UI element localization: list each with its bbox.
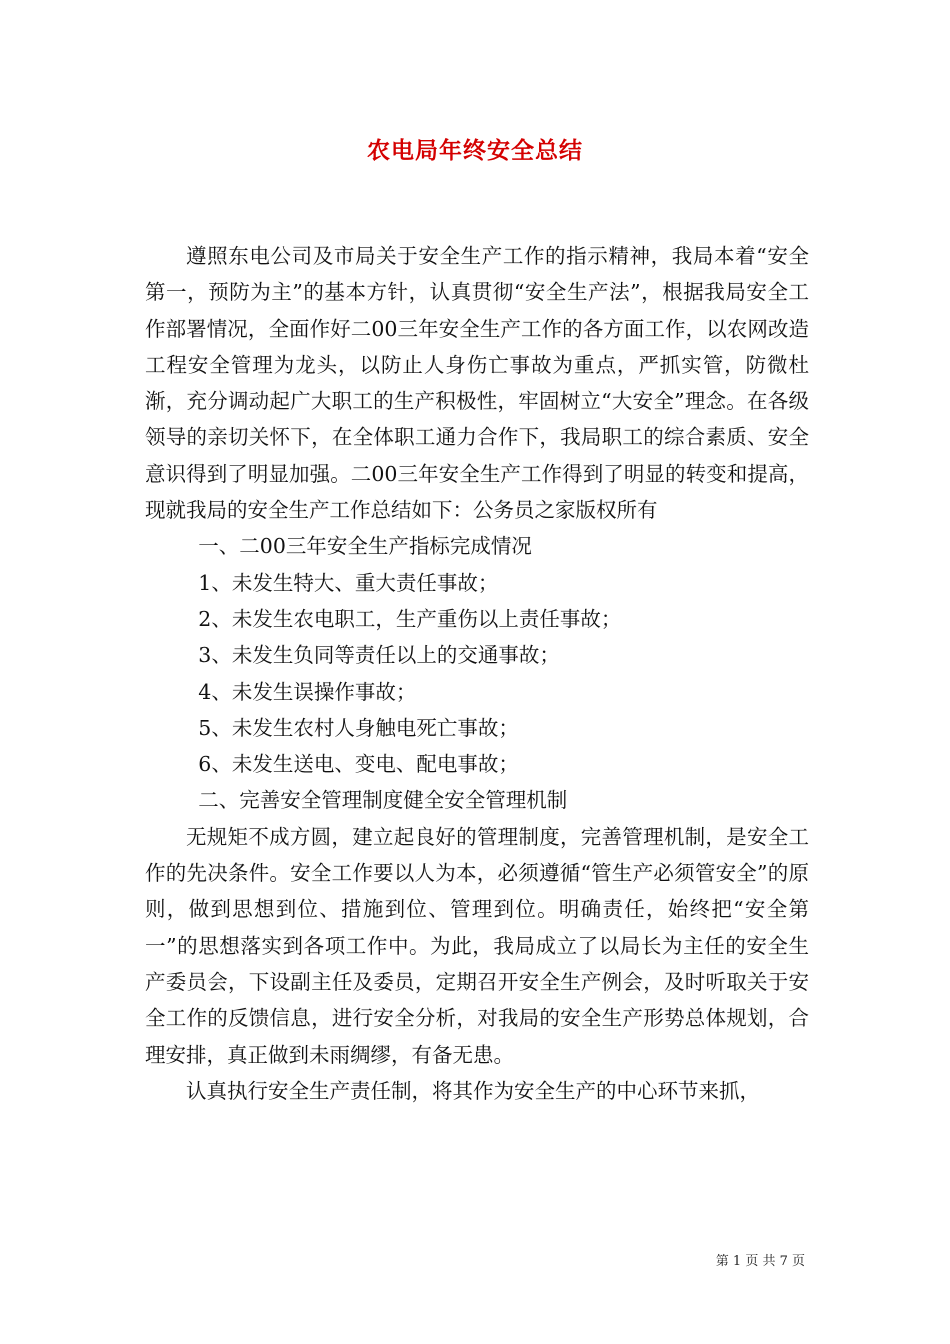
list-item: 3、未发生负同等责任以上的交通事故； <box>198 643 560 668</box>
list-item: 6、未发生送电、变电、配电事故； <box>198 752 519 777</box>
section-heading-1: 一、二00三年安全生产指标完成情况 <box>198 534 532 559</box>
list-item: 4、未发生误操作事故； <box>198 679 417 704</box>
list-item: 1、未发生特大、重大责任事故； <box>198 570 499 595</box>
document-title: 农电局年终安全总结 <box>367 137 583 164</box>
document-body <box>145 238 809 1109</box>
list-item: 5、未发生农村人身触电死亡事故； <box>198 715 519 740</box>
body-paragraph: 无规矩不成方圆，建立起良好的管理制度，完善管理机制，是安全工作的先决条件。安全工作要以人为本，必须遵循“管生产必须管安全”的原则，做到思想到位、措施到位、管理到位。明确责任，始终把“安全第一”的思想落实到各项工作中。为此，我局成立了以局长为主任的安全生产委员会，下设副主任及委员，定期召开安全生产例会，及时听取关于安全工作的反馈信息，进行安全分析，对我局的安全生产形势总体规划，合理安排，真正做到未雨绸缪，有备无患。 <box>145 824 809 1067</box>
body-paragraph: 认真执行安全生产责任制，将其作为安全生产的中心环节来抓， <box>186 1078 760 1103</box>
intro-paragraph: 遵照东电公司及市局关于安全生产工作的指示精神，我局本着“安全第一，预防为主”的基本方针，认真贯彻“安全生产法”，根据我局安全工作部署情况，全面作好二00三年安全生产工作的各方面工作，以农网改造工程安全管理为龙头，以防止人身伤亡事故为重点，严抓实管，防微杜渐，充分调动起广大职工的生产积极性，牢固树立“大安全”理念。在各级领导的亲切关怀下，在全体职工通力合作下，我局职工的综合素质、安全意识得到了明显加强。二00三年安全生产工作得到了明显的转变和提高，现就我局的安全生产工作总结如下：公务员之家版权所有 <box>145 244 809 523</box>
list-item: 2、未发生农电职工，生产重伤以上责任事故； <box>198 606 622 631</box>
section-heading-2: 二、完善安全管理制度健全安全管理机制 <box>198 788 568 813</box>
page-number: 第 1 页 共 7 页 <box>715 1254 805 1269</box>
